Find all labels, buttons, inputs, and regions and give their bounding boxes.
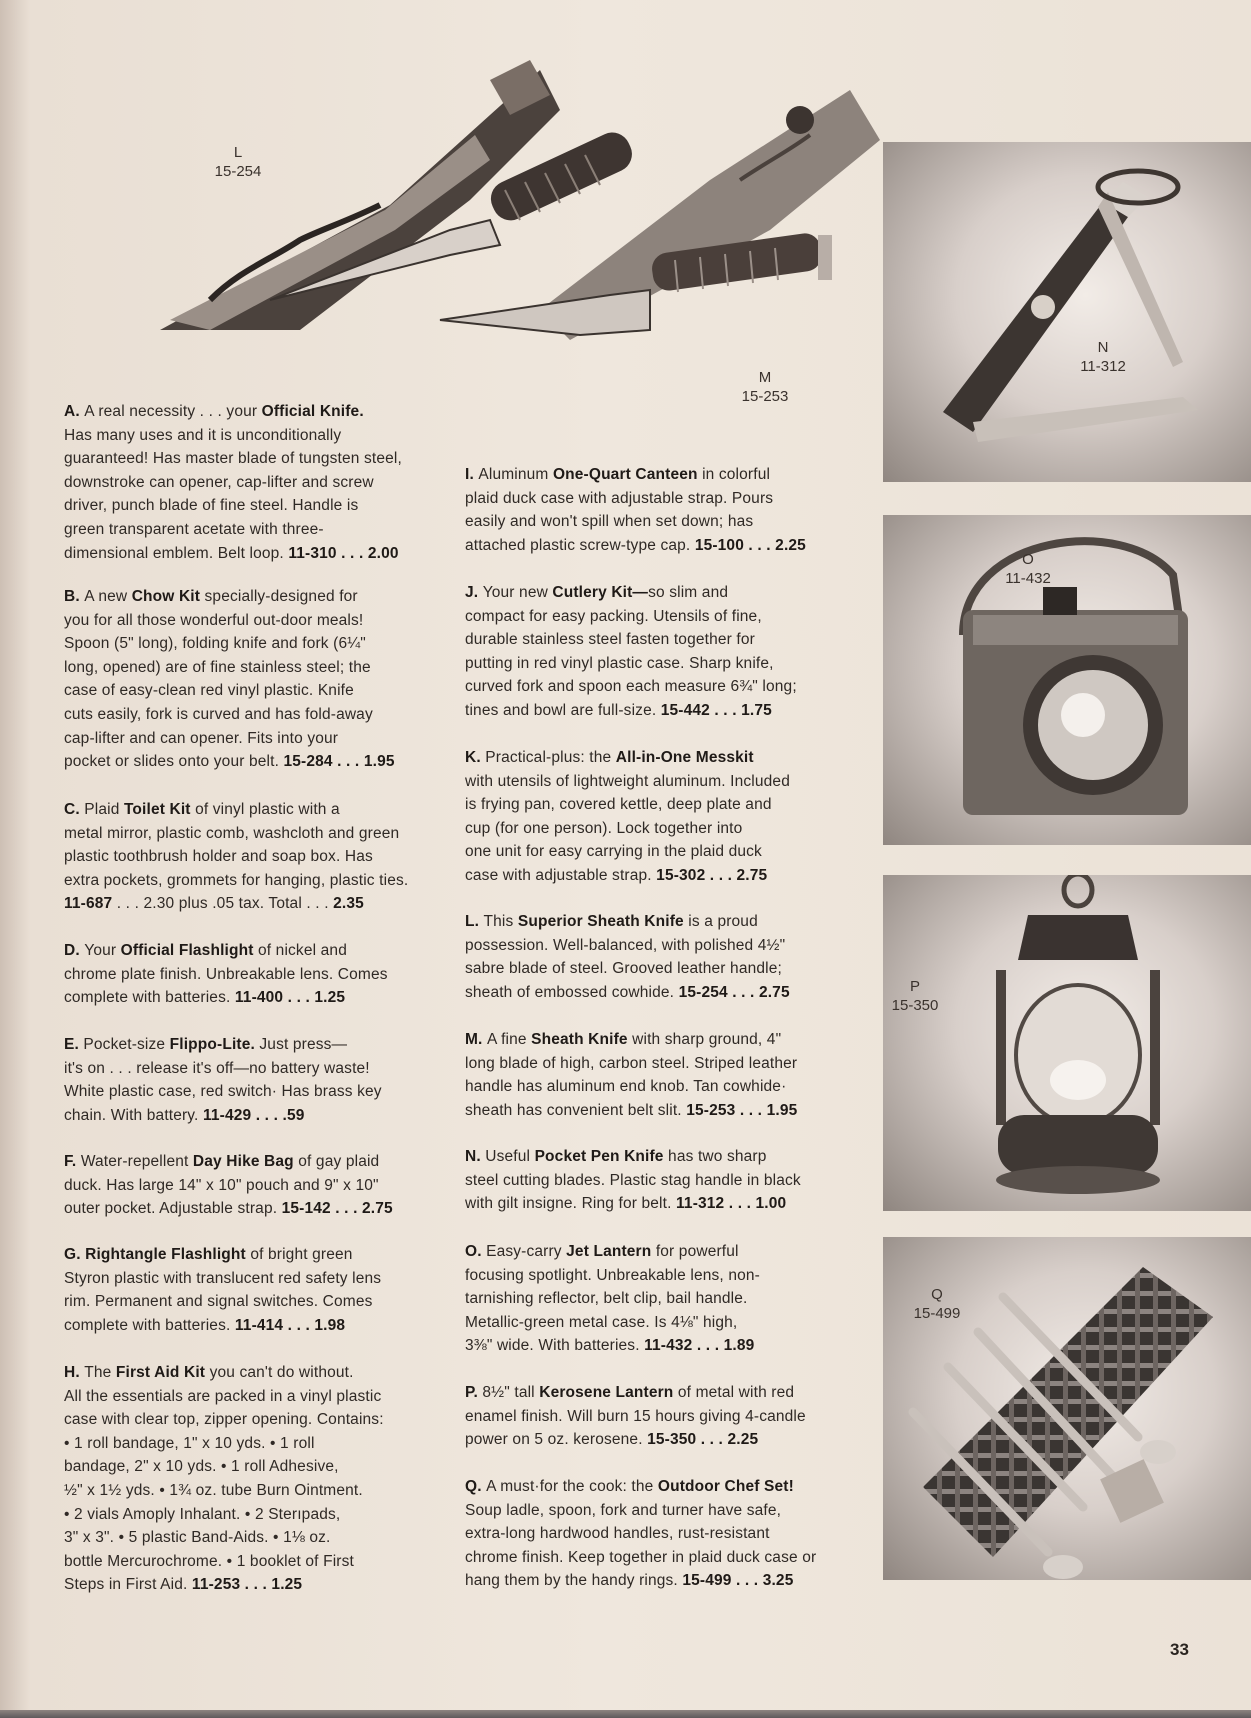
item-line: possession. Well-balanced, with polished 4½" xyxy=(465,936,786,954)
pocket-knife-photo xyxy=(883,142,1251,482)
figure-label-o xyxy=(988,550,1068,588)
figure-code: 15-253 xyxy=(741,388,789,405)
item-line: Styron plastic with translucent red safety lens xyxy=(64,1269,382,1287)
item-line: downstroke can opener, cap-lifter and screw xyxy=(64,473,374,491)
item-line: K. Practical-plus: the All-in-One Messkit xyxy=(465,749,754,766)
item-line: H. The First Aid Kit you can't do without. xyxy=(64,1364,354,1381)
item-line: chrome finish. Keep together in plaid duck case or xyxy=(465,1548,817,1566)
item-line: case of easy-clean red vinyl plastic. Knife xyxy=(64,682,354,700)
item-bold-text: Pocket Pen Knife xyxy=(534,1148,664,1165)
item-h-first-aid-kit xyxy=(64,1361,434,1597)
item-line: bandage, 2" x 10 yds. • 1 roll Adhesive, xyxy=(64,1458,339,1476)
item-line: O. Easy-carry Jet Lantern for powerful xyxy=(465,1243,739,1260)
item-bold-text: 15-302 . . . 2.75 xyxy=(656,866,768,884)
item-letter: A. xyxy=(64,403,85,420)
item-line: dimensional emblem. Belt loop. 11-310 . . . 2.00 xyxy=(64,544,399,562)
item-bold-text: First Aid Kit xyxy=(115,1364,206,1381)
item-letter: Q. xyxy=(465,1478,487,1495)
item-a-official-knife xyxy=(64,400,434,565)
item-letter: E. xyxy=(64,1036,84,1053)
figure-label-l xyxy=(208,143,268,181)
item-line: easily and won't spill when set down; has xyxy=(465,513,754,531)
item-bold-text: 15-254 . . . 2.75 xyxy=(678,983,790,1001)
item-letter: D. xyxy=(64,942,85,959)
item-o-jet-lantern xyxy=(465,1240,850,1358)
figure-label-n xyxy=(1063,338,1143,376)
item-bold-text: 15-253 . . . 1.95 xyxy=(686,1101,798,1119)
figure-code: 11-432 xyxy=(1005,570,1051,587)
item-bold-text: Day Hike Bag xyxy=(192,1153,294,1170)
item-l-superior-sheath-knife xyxy=(465,910,850,1004)
item-bold-text: Toilet Kit xyxy=(123,801,191,818)
item-line: Metallic-green metal case. Is 4⅛" high, xyxy=(465,1313,738,1331)
item-line: • 1 roll bandage, 1" x 10 yds. • 1 roll xyxy=(64,1434,315,1452)
item-line: ½" x 1½ yds. • 1¾ oz. tube Burn Ointment. xyxy=(64,1481,363,1499)
figure-letter: O xyxy=(1022,551,1034,568)
item-letter: L. xyxy=(465,913,484,930)
item-bold-text: 11-310 . . . 2.00 xyxy=(288,544,399,562)
item-bold-text: Cutlery Kit— xyxy=(552,584,649,601)
item-p-kerosene-lantern xyxy=(465,1381,850,1452)
figure-letter: N xyxy=(1097,339,1109,356)
item-bold-text: 11-312 . . . 1.00 xyxy=(676,1195,787,1213)
item-line: case with clear top, zipper opening. Contains: xyxy=(64,1411,384,1429)
item-line: 11-687 . . . 2.30 plus .05 tax. Total . . . 2.35 xyxy=(64,895,364,913)
figure-letter: L xyxy=(233,144,243,161)
page-number: 33 xyxy=(1170,1640,1189,1659)
item-bold-text: 11-400 . . . 1.25 xyxy=(234,989,346,1007)
item-line: chain. With battery. 11-429 . . . .59 xyxy=(64,1106,305,1124)
item-line: hang them by the handy rings. 15-499 . . . 3.25 xyxy=(465,1572,794,1590)
item-line: cap-lifter and can opener. Fits into your xyxy=(64,729,339,747)
item-line: A. A real necessity . . . your Official Knife. xyxy=(64,403,364,420)
item-bold-text: Rightangle Flashlight xyxy=(85,1246,246,1263)
item-line: duck. Has large 14" x 10" pouch and 9" x 10" xyxy=(64,1176,379,1194)
item-bold-text: 2.35 xyxy=(333,895,364,913)
item-line: Q. A must·for the cook: the Outdoor Chef Set! xyxy=(465,1478,794,1495)
item-bold-text: Flippo-Lite. xyxy=(169,1036,255,1053)
item-line: plaid duck case with adjustable strap. Pours xyxy=(465,489,774,507)
item-line: N. Useful Pocket Pen Knife has two sharp xyxy=(465,1148,767,1165)
item-bold-text: One-Quart Canteen xyxy=(552,466,698,483)
item-line: rim. Permanent and signal switches. Comes xyxy=(64,1293,373,1311)
figure-label-m xyxy=(735,368,795,406)
item-bold-text: 15-142 . . . 2.75 xyxy=(281,1200,393,1218)
item-line: cup (for one person). Lock together into xyxy=(465,819,743,837)
item-line: handle has aluminum end knob. Tan cowhide· xyxy=(465,1078,787,1096)
item-g-rightangle-flashlight xyxy=(64,1243,434,1337)
item-line: attached plastic screw-type cap. 15-100 . . . 2.25 xyxy=(465,536,806,554)
item-bold-text: 11-429 . . . .59 xyxy=(202,1106,305,1124)
item-line: E. Pocket-size Flippo-Lite. Just press— xyxy=(64,1036,348,1053)
item-line: P. 8½" tall Kerosene Lantern of metal with red xyxy=(465,1384,795,1401)
item-line: with utensils of lightweight aluminum. Included xyxy=(465,772,790,790)
page-bottom-edge xyxy=(0,1710,1251,1718)
item-line: cuts easily, fork is curved and has fold-away xyxy=(64,705,373,723)
item-bold-text: 15-350 . . . 2.25 xyxy=(647,1431,759,1449)
item-letter: I. xyxy=(465,466,479,483)
figure-code: 15-350 xyxy=(891,997,939,1014)
item-bold-text: All-in-One Messkit xyxy=(615,749,754,766)
item-f-day-hike-bag xyxy=(64,1150,434,1221)
item-letter: G. xyxy=(64,1246,86,1263)
item-line: focusing spotlight. Unbreakable lens, non- xyxy=(465,1266,760,1284)
item-line: metal mirror, plastic comb, washcloth and green xyxy=(64,824,400,842)
item-line: enamel finish. Will burn 15 hours giving 4-candle xyxy=(465,1407,806,1425)
item-bold-text: Jet Lantern xyxy=(566,1243,652,1260)
item-b-chow-kit xyxy=(64,585,434,774)
item-bold-text: 11-687 xyxy=(64,895,113,913)
item-letter: K. xyxy=(465,749,486,766)
item-line: 3⅜" wide. With batteries. 11-432 . . . 1.89 xyxy=(465,1337,755,1355)
item-line: curved fork and spoon each measure 6¾" long; xyxy=(465,678,797,696)
item-line: C. Plaid Toilet Kit of vinyl plastic with a xyxy=(64,801,340,818)
item-e-flippo-lite xyxy=(64,1033,434,1127)
item-line: D. Your Official Flashlight of nickel and xyxy=(64,942,347,959)
item-line: extra-long hardwood handles, rust-resistant xyxy=(465,1525,770,1543)
item-line: sheath has convenient belt slit. 15-253 . . . 1.95 xyxy=(465,1101,798,1119)
figure-label-q xyxy=(897,1285,977,1323)
item-bold-text: Official Flashlight xyxy=(120,942,254,959)
item-line: bottle Mercurochrome. • 1 booklet of First xyxy=(64,1552,354,1570)
figure-letter: M xyxy=(758,369,772,386)
item-line: Soup ladle, spoon, fork and turner have safe, xyxy=(465,1501,782,1519)
item-line: sheath of embossed cowhide. 15-254 . . . 2.75 xyxy=(465,983,790,1001)
item-n-pocket-pen-knife xyxy=(465,1145,850,1216)
item-q-outdoor-chef-set xyxy=(465,1475,850,1593)
figure-code: 15-254 xyxy=(214,163,262,180)
item-bold-text: 11-253 . . . 1.25 xyxy=(191,1576,303,1594)
item-line: case with adjustable strap. 15-302 . . . 2.75 xyxy=(465,866,768,884)
figure-code: 11-312 xyxy=(1080,358,1126,375)
item-letter: B. xyxy=(64,588,85,605)
item-bold-text: Superior Sheath Knife xyxy=(517,913,684,930)
item-line: Steps in First Aid. 11-253 . . . 1.25 xyxy=(64,1576,303,1594)
item-line: sabre blade of steel. Grooved leather handle; xyxy=(465,960,782,978)
item-line: 3" x 3". • 5 plastic Band-Aids. • 1⅛ oz. xyxy=(64,1529,331,1547)
item-bold-text: 15-100 . . . 2.25 xyxy=(694,536,806,554)
kerosene-lantern-photo xyxy=(883,875,1251,1211)
item-line: • 2 vials Amoply Inhalant. • 2 Sterıpads, xyxy=(64,1505,341,1523)
item-bold-text: 15-442 . . . 1.75 xyxy=(660,701,772,719)
item-line: steel cutting blades. Plastic stag handle in black xyxy=(465,1171,801,1189)
item-line: Spoon (5" long), folding knife and fork (6¼" xyxy=(64,635,366,653)
item-line: I. Aluminum One-Quart Canteen in colorful xyxy=(465,466,771,483)
item-line: complete with batteries. 11-414 . . . 1.98 xyxy=(64,1316,346,1334)
chef-set-photo xyxy=(883,1237,1251,1580)
item-line: White plastic case, red switch· Has brass key xyxy=(64,1083,382,1101)
item-d-official-flashlight xyxy=(64,939,434,1010)
item-letter: F. xyxy=(64,1153,81,1170)
figure-letter: P xyxy=(909,978,920,995)
item-bold-text: 15-284 . . . 1.95 xyxy=(283,753,395,771)
figure-label-p xyxy=(883,977,955,1015)
jet-lantern-photo xyxy=(883,515,1251,845)
item-line: M. A fine Sheath Knife with sharp ground, 4" xyxy=(465,1031,782,1048)
item-letter: M. xyxy=(465,1031,487,1048)
item-j-cutlery-kit xyxy=(465,581,850,723)
item-line: one unit for easy carrying in the plaid duck xyxy=(465,843,762,861)
item-i-canteen xyxy=(465,463,850,557)
item-bold-text: 11-414 . . . 1.98 xyxy=(234,1316,346,1334)
item-letter: P. xyxy=(465,1384,483,1401)
item-line: you for all those wonderful out-door meals! xyxy=(64,611,364,629)
figure-code: 15-499 xyxy=(913,1305,961,1322)
item-line: F. Water-repellent Day Hike Bag of gay plaid xyxy=(64,1153,380,1170)
item-k-messkit xyxy=(465,746,850,888)
item-line: driver, punch blade of fine steel. Handle is xyxy=(64,497,359,515)
item-bold-text: Kerosene Lantern xyxy=(539,1384,674,1401)
figure-letter: Q xyxy=(931,1286,943,1303)
item-line: is frying pan, covered kettle, deep plate and xyxy=(465,796,772,814)
item-letter: C. xyxy=(64,801,85,818)
item-line: J. Your new Cutlery Kit—so slim and xyxy=(465,584,729,601)
item-line: Has many uses and it is unconditionally xyxy=(64,426,342,444)
item-line: putting in red vinyl plastic case. Sharp knife, xyxy=(465,654,774,672)
item-bold-text: 11-432 . . . 1.89 xyxy=(644,1337,755,1355)
item-line: power on 5 oz. kerosene. 15-350 . . . 2.25 xyxy=(465,1431,759,1449)
item-m-sheath-knife xyxy=(465,1028,850,1122)
item-line: pocket or slides onto your belt. 15-284 . . . 1.95 xyxy=(64,753,395,771)
item-line: it's on . . . release it's off—no battery waste! xyxy=(64,1059,370,1077)
item-line: chrome plate finish. Unbreakable lens. Comes xyxy=(64,965,388,983)
item-line: tines and bowl are full-size. 15-442 . . . 1.75 xyxy=(465,701,772,719)
sheath-knives-illustration xyxy=(150,30,950,390)
item-line: All the essentials are packed in a vinyl plastic xyxy=(64,1387,382,1405)
item-line: guaranteed! Has master blade of tungsten steel, xyxy=(64,450,402,468)
item-line: long blade of high, carbon steel. Striped leather xyxy=(465,1054,798,1072)
item-line: B. A new Chow Kit specially-designed for xyxy=(64,588,358,605)
item-letter: O. xyxy=(465,1243,487,1260)
item-bold-text: Official Knife. xyxy=(261,403,364,420)
item-bold-text: Sheath Knife xyxy=(531,1031,628,1048)
item-line: long, opened) are of fine stainless steel; the xyxy=(64,658,371,676)
item-line: G. Rightangle Flashlight of bright green xyxy=(64,1246,353,1263)
item-line: with gilt insigne. Ring for belt. 11-312 . . . 1.00 xyxy=(465,1195,787,1213)
item-line: complete with batteries. 11-400 . . . 1.25 xyxy=(64,989,346,1007)
item-letter: J. xyxy=(465,584,483,601)
item-c-toilet-kit xyxy=(64,798,434,916)
item-bold-text: Chow Kit xyxy=(131,588,201,605)
item-line: outer pocket. Adjustable strap. 15-142 . . . 2.75 xyxy=(64,1200,393,1218)
item-bold-text: Outdoor Chef Set! xyxy=(657,1478,794,1495)
item-line: plastic toothbrush holder and soap box. Has xyxy=(64,848,373,866)
item-line: green transparent acetate with three- xyxy=(64,520,324,538)
item-letter: H. xyxy=(64,1364,85,1381)
item-line: L. This Superior Sheath Knife is a proud xyxy=(465,913,758,930)
item-line: durable stainless steel fasten together for xyxy=(465,631,755,649)
item-letter: N. xyxy=(465,1148,486,1165)
item-line: tarnishing reflector, belt clip, bail handle. xyxy=(465,1290,748,1308)
item-line: extra pockets, grommets for hanging, plastic ties. xyxy=(64,871,409,889)
item-bold-text: 15-499 . . . 3.25 xyxy=(682,1572,794,1590)
item-line: compact for easy packing. Utensils of fine, xyxy=(465,607,762,625)
